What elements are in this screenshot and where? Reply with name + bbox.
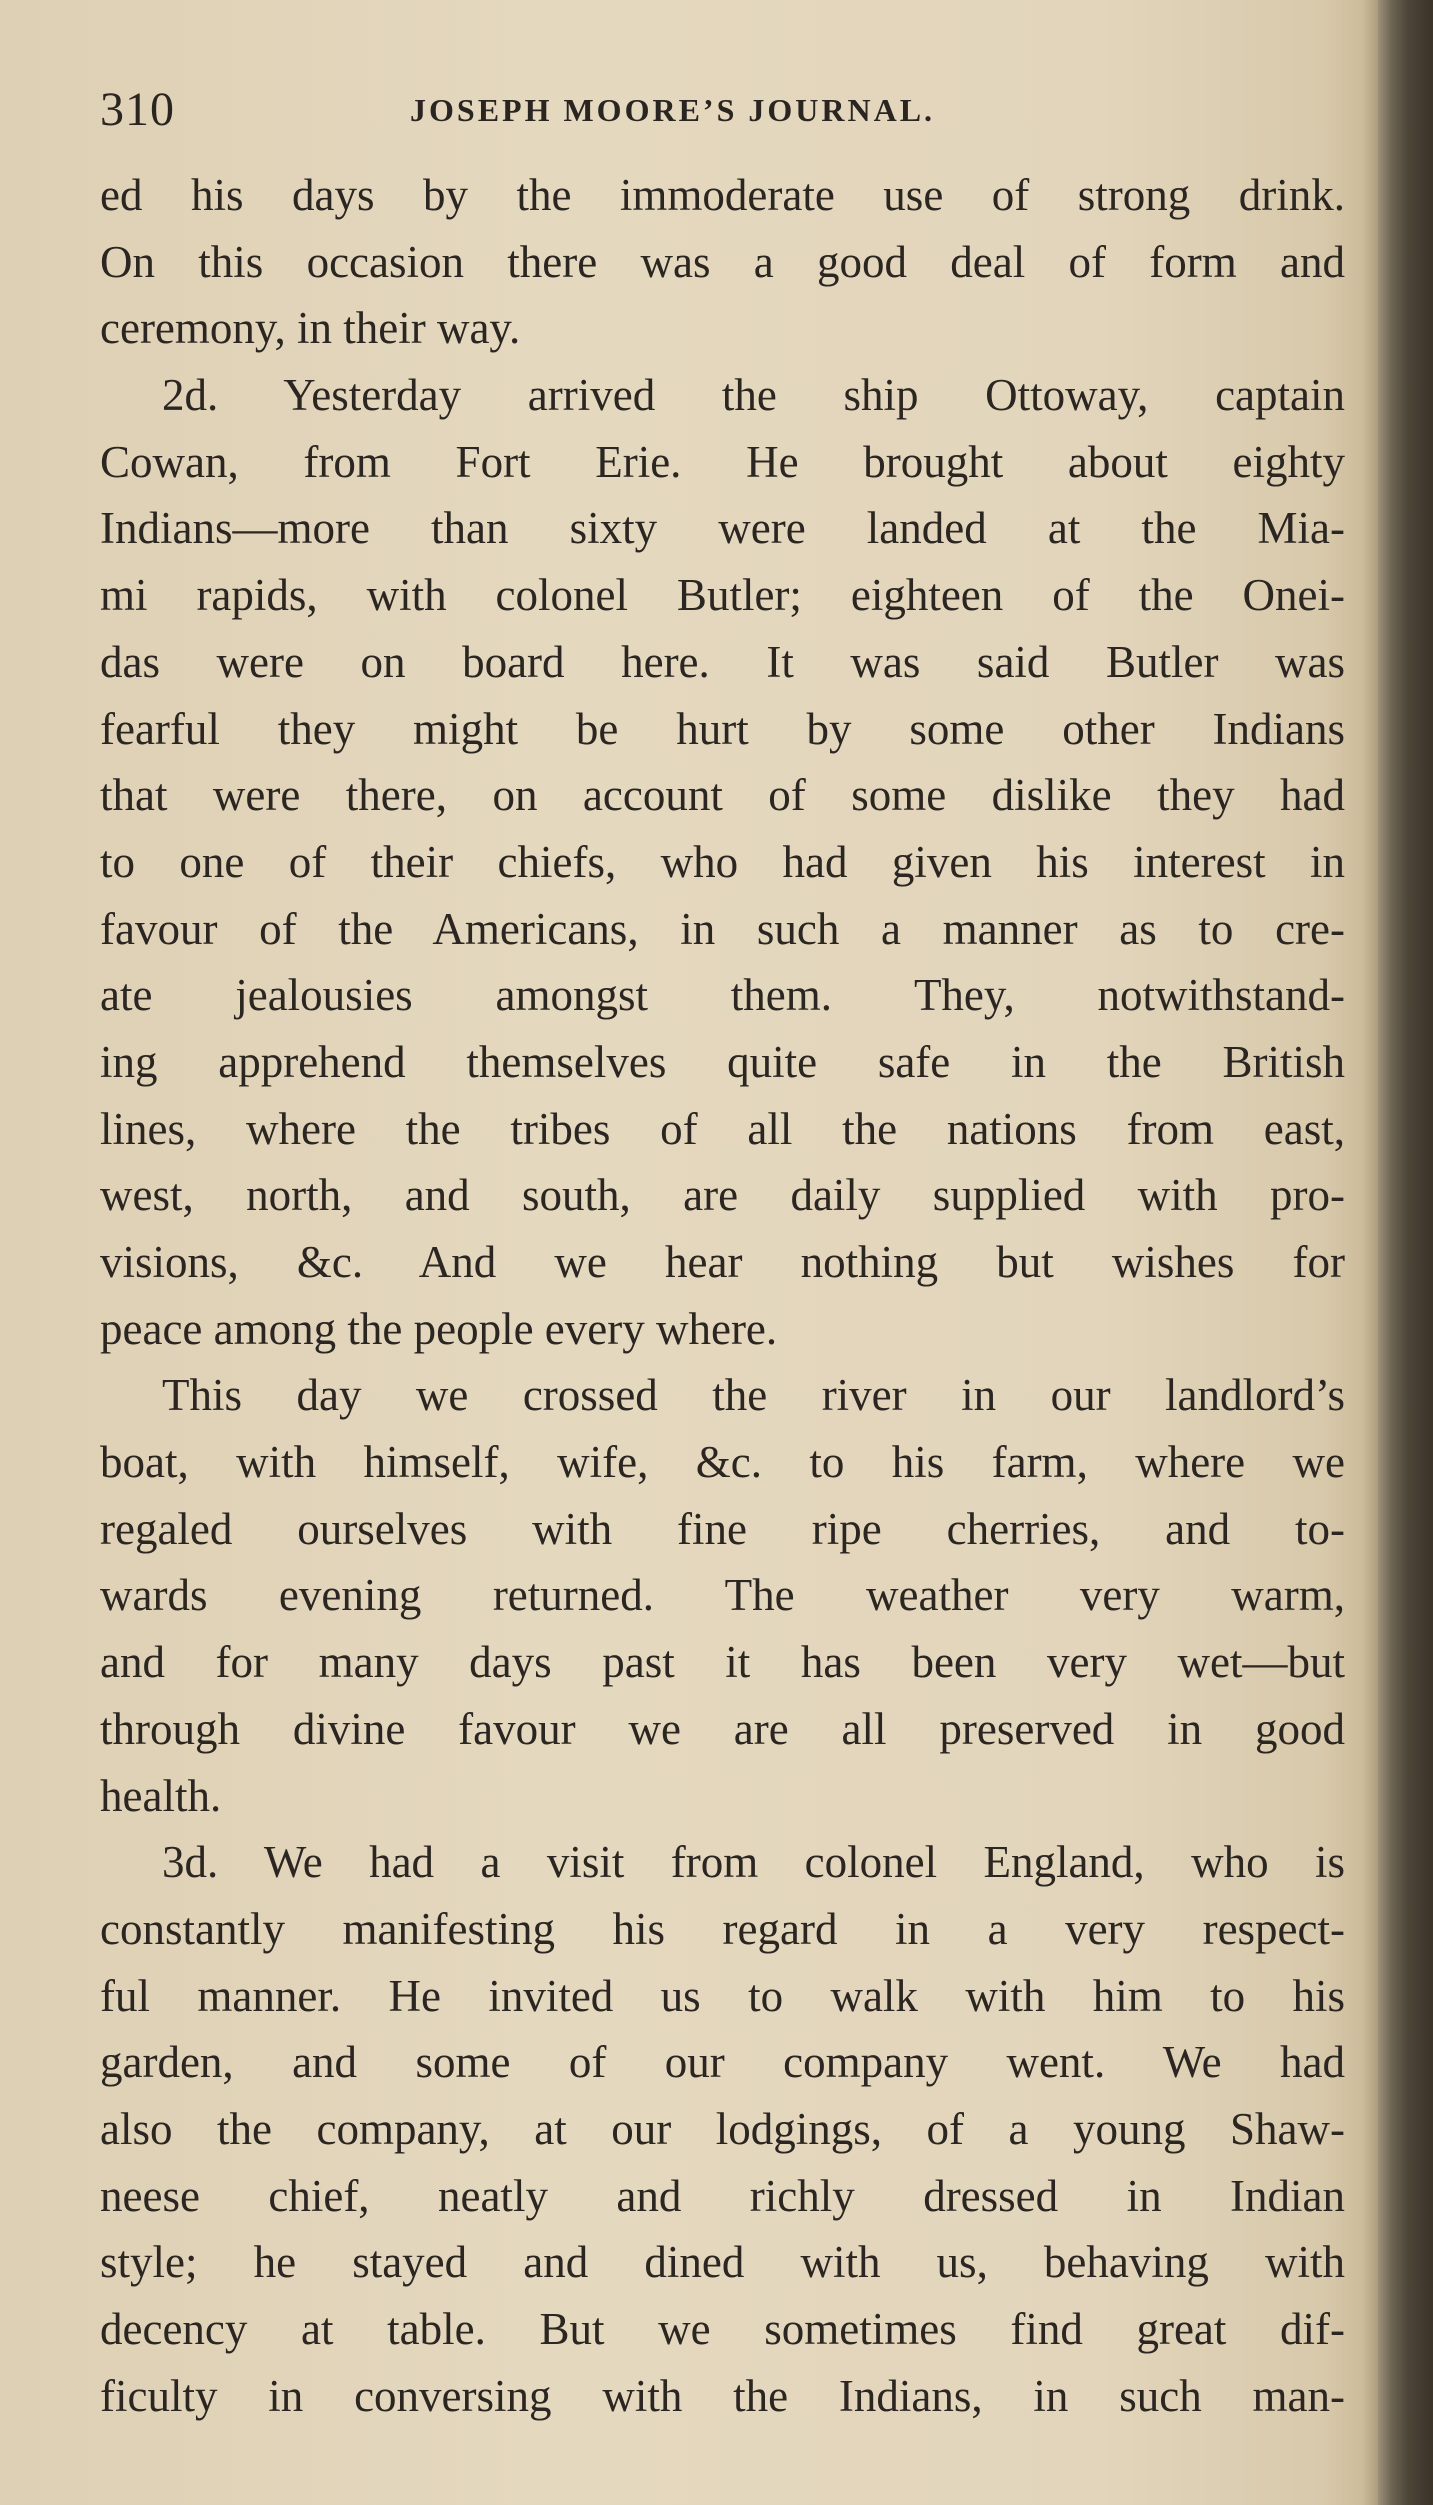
text-line: to one of their chiefs, who had given his interest in [100,836,1345,887]
text-line: On this occasion there was a good deal of form and [100,236,1345,287]
text-line: through divine favour we are all preserved in good [100,1703,1345,1754]
text-line: health. [100,1770,222,1821]
text-line: constantly manifesting his regard in a very respect- [100,1903,1345,1954]
text-line: fearful they might be hurt by some other Indians [100,703,1345,754]
text-line: 3d. We had a visit from colonel England, who is [162,1837,1345,1888]
text-line: ing apprehend themselves quite safe in the British [100,1036,1345,1087]
text-line: 2d. Yesterday arrived the ship Ottoway, captain [162,370,1345,421]
text-line: mi rapids, with colonel Butler; eighteen of the Onei- [100,570,1345,621]
page-edge-shadow [1362,0,1378,2505]
text-line: This day we crossed the river in our landlord’s [162,1370,1345,1421]
text-line: that were there, on account of some dislike they had [100,770,1345,821]
text-line: peace among the people every where. [100,1303,778,1354]
book-spine [1378,0,1433,2505]
text-line: wards evening returned. The weather very warm, [100,1570,1345,1621]
text-line: neese chief, neatly and richly dressed in Indian [100,2170,1345,2221]
page-number: 310 [100,83,175,136]
text-line: regaled ourselves with fine ripe cherries, and to- [100,1503,1345,1554]
text-line: and for many days past it has been very wet—but [100,1637,1345,1688]
text-line: Indians—more than sixty were landed at the Mia- [100,503,1345,554]
running-head: JOSEPH MOORE’S JOURNAL. [410,92,936,128]
text-line: Cowan, from Fort Erie. He brought about eighty [100,436,1345,487]
text-line: also the company, at our lodgings, of a young Shaw- [100,2103,1345,2154]
text-line: ficulty in conversing with the Indians, in such man- [100,2370,1345,2421]
text-line: west, north, and south, are daily supplied with pro- [100,1170,1345,1221]
text-line: boat, with himself, wife, &c. to his farm, where we [100,1437,1345,1488]
text-line: das were on board here. It was said Butler was [100,636,1345,687]
text-line: style; he stayed and dined with us, behaving with [100,2237,1345,2288]
text-line: decency at table. But we sometimes find great dif- [100,2304,1345,2354]
text-line: lines, where the tribes of all the nations from east, [100,1103,1345,1154]
text-line: visions, &c. And we hear nothing but wishes for [100,1237,1345,1287]
text-line: favour of the Americans, in such a manner as to cre- [100,903,1345,954]
text-line: garden, and some of our company went. We had [100,2037,1345,2088]
page-header [100,82,1360,152]
text-line: ful manner. He invited us to walk with him to his [100,1970,1345,2021]
body-text [100,162,1345,2429]
text-line: ate jealousies amongst them. They, notwithstand- [100,970,1345,1021]
text-line: ed his days by the immoderate use of strong drink. [100,170,1345,220]
text-line: ceremony, in their way. [100,303,521,354]
